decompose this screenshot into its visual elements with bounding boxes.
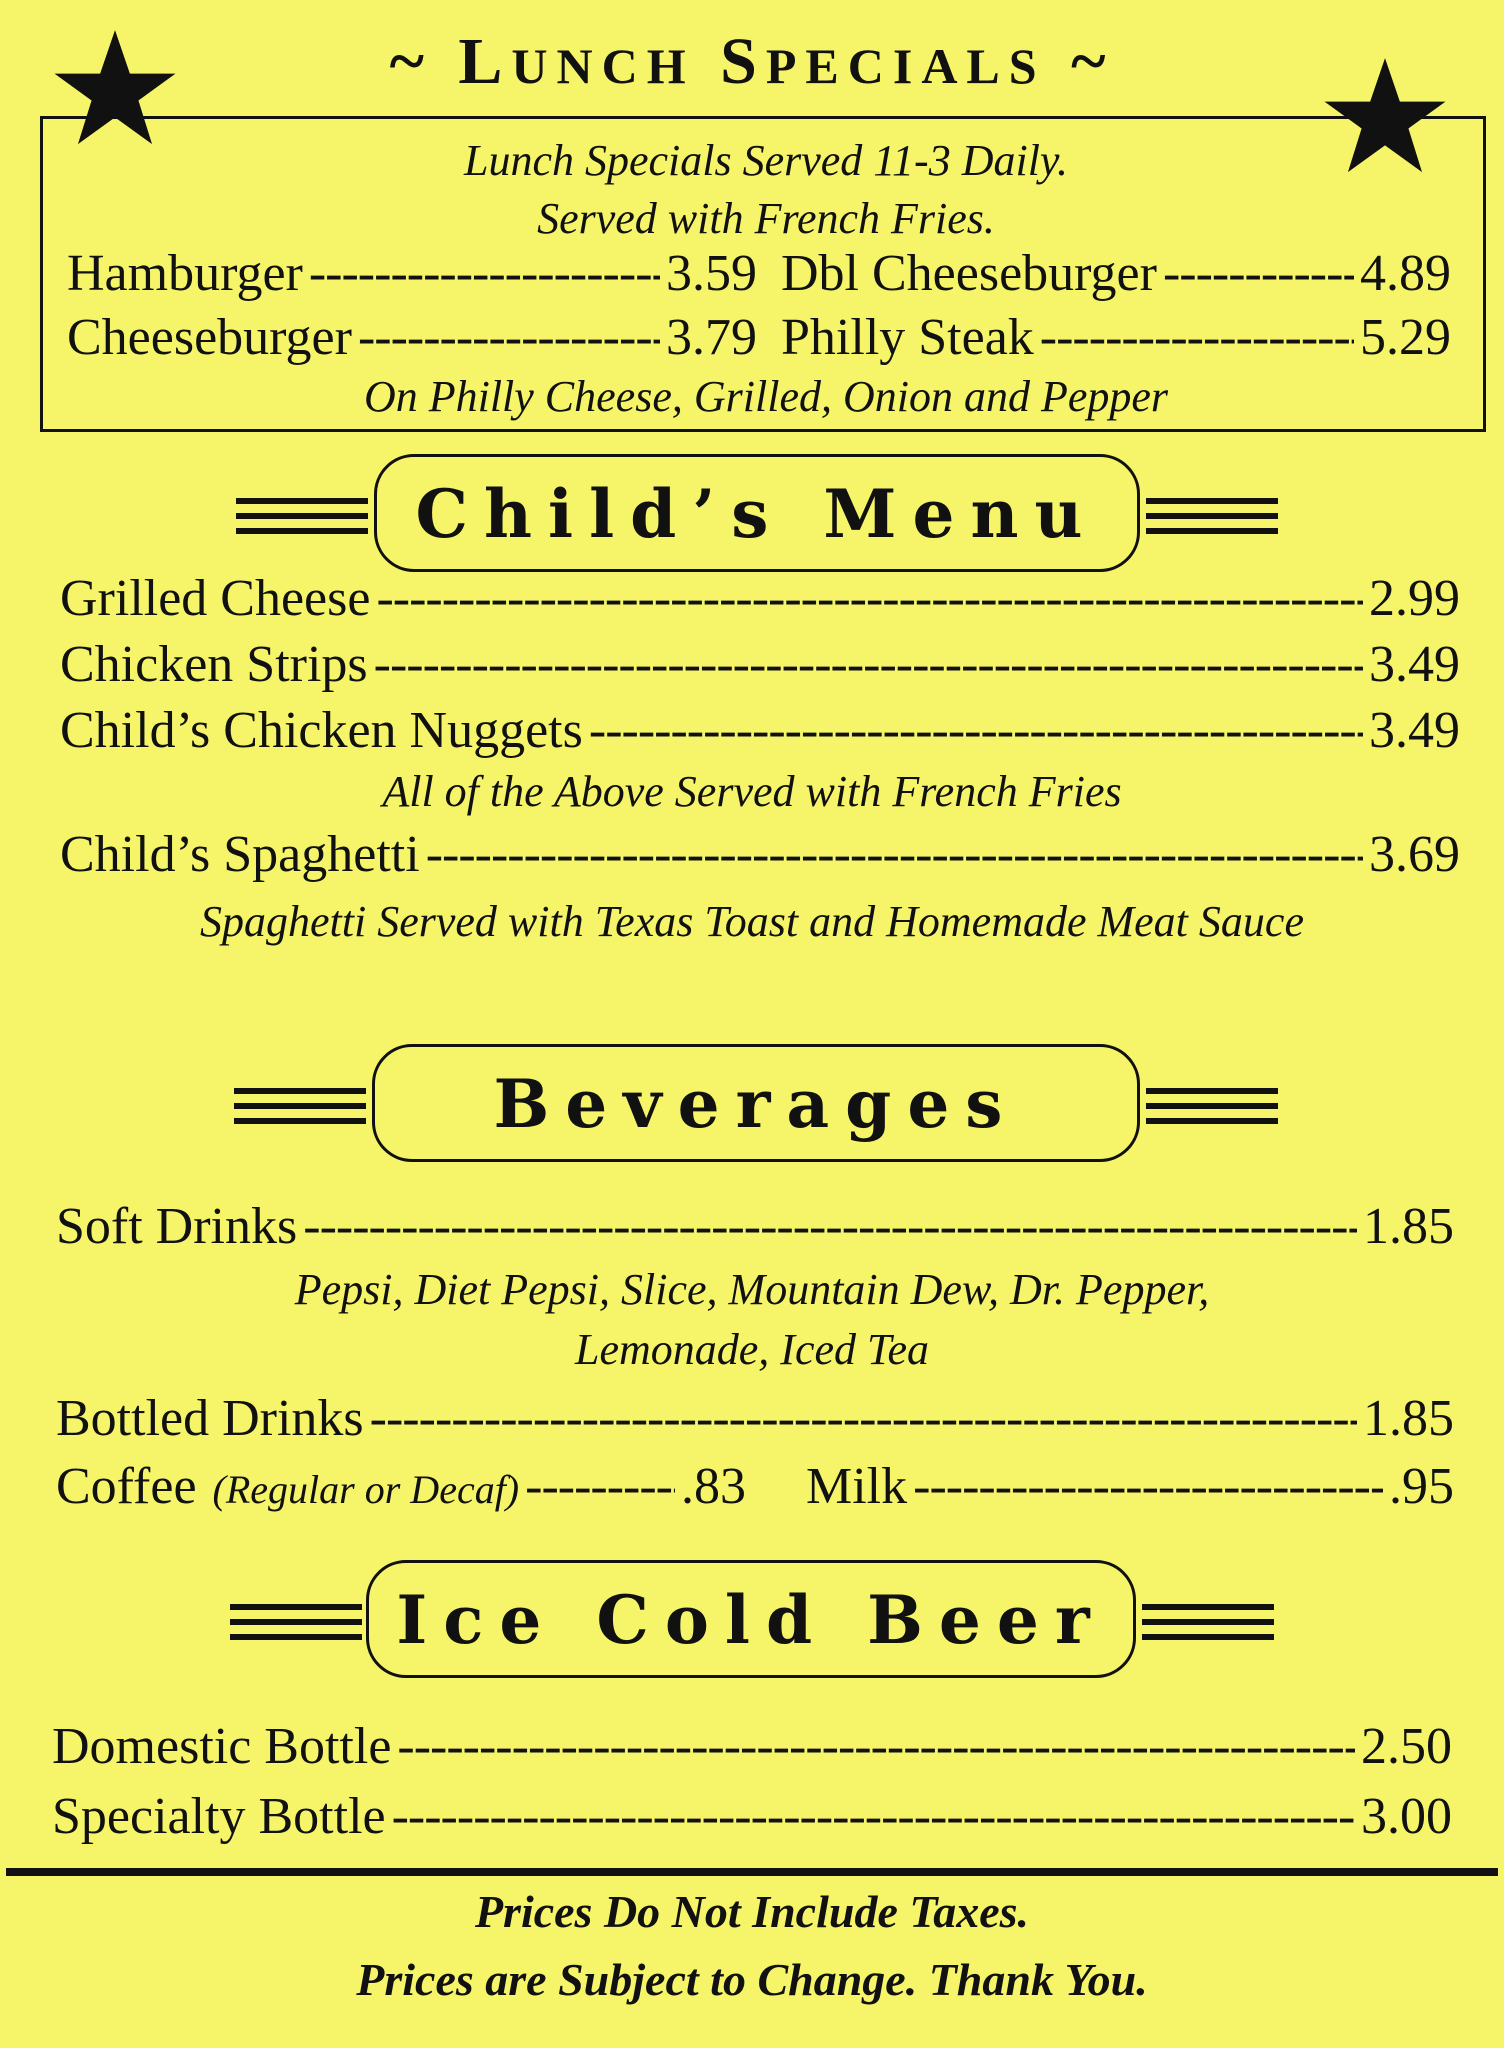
lunch-specials-title: ~ LUNCH SPECIALS ~ — [389, 25, 1115, 98]
menu-item — [52, 1786, 1452, 1848]
dot-leader — [303, 1196, 1357, 1258]
item-name: Chicken Strips — [60, 636, 368, 693]
item-price: 3.00 — [1361, 1788, 1452, 1845]
beer-banner — [230, 1560, 1274, 1684]
item-name: Philly Steak — [781, 309, 1034, 366]
dot-leader — [426, 824, 1363, 886]
banner-rule-right — [1146, 498, 1278, 534]
soft-drink-list: Lemonade, Iced Tea — [575, 1325, 929, 1374]
item-price: 3.59 — [666, 245, 757, 302]
item-name: Domestic Bottle — [52, 1718, 392, 1775]
footer-change: Prices are Subject to Change. Thank You. — [356, 1954, 1148, 2005]
banner-pill — [374, 454, 1140, 572]
childs-fries-note: All of the Above Served with French Fries — [382, 767, 1122, 816]
menu-item — [60, 568, 1460, 630]
menu-item — [60, 634, 1460, 696]
item-price: 1.85 — [1363, 1390, 1454, 1447]
dot-leader — [1040, 307, 1354, 369]
item-name: Child’s Spaghetti — [60, 826, 420, 883]
childs-spaghetti-note: Spaghetti Served with Texas Toast and Homemade Meat Sauce — [200, 897, 1304, 946]
footer-divider — [6, 1868, 1498, 1876]
item-price: .83 — [681, 1458, 746, 1515]
item-price: 1.85 — [1363, 1198, 1454, 1255]
item-name: Soft Drinks — [56, 1198, 298, 1255]
item-price: .95 — [1389, 1458, 1454, 1515]
item-price: 5.29 — [1360, 309, 1451, 366]
banner-rule-left — [236, 498, 368, 534]
dot-leader — [913, 1456, 1383, 1518]
item-price: 3.79 — [666, 309, 757, 366]
lunch-served-with: Served with French Fries. — [537, 194, 995, 243]
lunch-specials-box — [40, 116, 1486, 432]
menu-item — [60, 700, 1460, 762]
item-name: Coffee — [56, 1458, 197, 1515]
beverages-banner — [234, 1044, 1278, 1168]
menu-item — [56, 1456, 746, 1521]
dot-leader — [358, 307, 660, 369]
dot-leader — [392, 1786, 1355, 1848]
dot-leader — [370, 1388, 1357, 1450]
item-detail: (Regular or Decaf) — [212, 1467, 520, 1512]
menu-item — [60, 824, 1460, 886]
dot-leader — [1163, 243, 1354, 305]
footer-taxes: Prices Do Not Include Taxes. — [474, 1886, 1030, 1937]
section-title: Child’s Menu — [415, 475, 1099, 553]
dot-leader — [397, 1716, 1355, 1778]
menu-item — [781, 307, 1451, 369]
section-title: Beverages — [493, 1065, 1019, 1143]
menu-item — [67, 307, 757, 369]
dot-leader — [589, 700, 1363, 762]
item-name: Milk — [806, 1458, 908, 1515]
item-name: Cheeseburger — [67, 309, 352, 366]
item-price: 3.69 — [1369, 826, 1460, 883]
item-name: Child’s Chicken Nuggets — [60, 702, 583, 759]
item-name: Specialty Bottle — [52, 1788, 386, 1845]
menu-item — [56, 1196, 1454, 1258]
menu-item — [806, 1456, 1454, 1518]
banner-rule-left — [230, 1604, 362, 1640]
item-price: 4.89 — [1360, 245, 1451, 302]
dot-leader — [374, 634, 1363, 696]
item-price: 3.49 — [1369, 702, 1460, 759]
item-name: Bottled Drinks — [56, 1390, 364, 1447]
item-name: Hamburger — [67, 245, 303, 302]
item-price: 2.50 — [1361, 1718, 1452, 1775]
menu-item — [56, 1388, 1454, 1450]
item-price: 3.49 — [1369, 636, 1460, 693]
childs-menu-banner — [236, 454, 1278, 578]
menu-item — [781, 243, 1451, 305]
section-title: Ice Cold Beer — [396, 1581, 1106, 1659]
soft-drink-list: Pepsi, Diet Pepsi, Slice, Mountain Dew, Dr. Pepper, — [294, 1265, 1210, 1314]
banner-pill — [372, 1044, 1140, 1162]
banner-rule-left — [234, 1088, 366, 1124]
dot-leader — [376, 568, 1363, 630]
banner-rule-right — [1142, 1604, 1274, 1640]
banner-rule-right — [1146, 1088, 1278, 1124]
item-name: Grilled Cheese — [60, 570, 371, 627]
dot-leader — [525, 1456, 675, 1518]
menu-item — [52, 1716, 1452, 1778]
item-price: 2.99 — [1369, 570, 1460, 627]
dot-leader — [309, 243, 660, 305]
lunch-served-hours: Lunch Specials Served 11-3 Daily. — [463, 136, 1069, 185]
banner-pill — [366, 1560, 1136, 1678]
lunch-note: On Philly Cheese, Grilled, Onion and Pepper — [363, 372, 1169, 421]
item-name: Dbl Cheeseburger — [781, 245, 1157, 302]
menu-item — [67, 243, 757, 305]
